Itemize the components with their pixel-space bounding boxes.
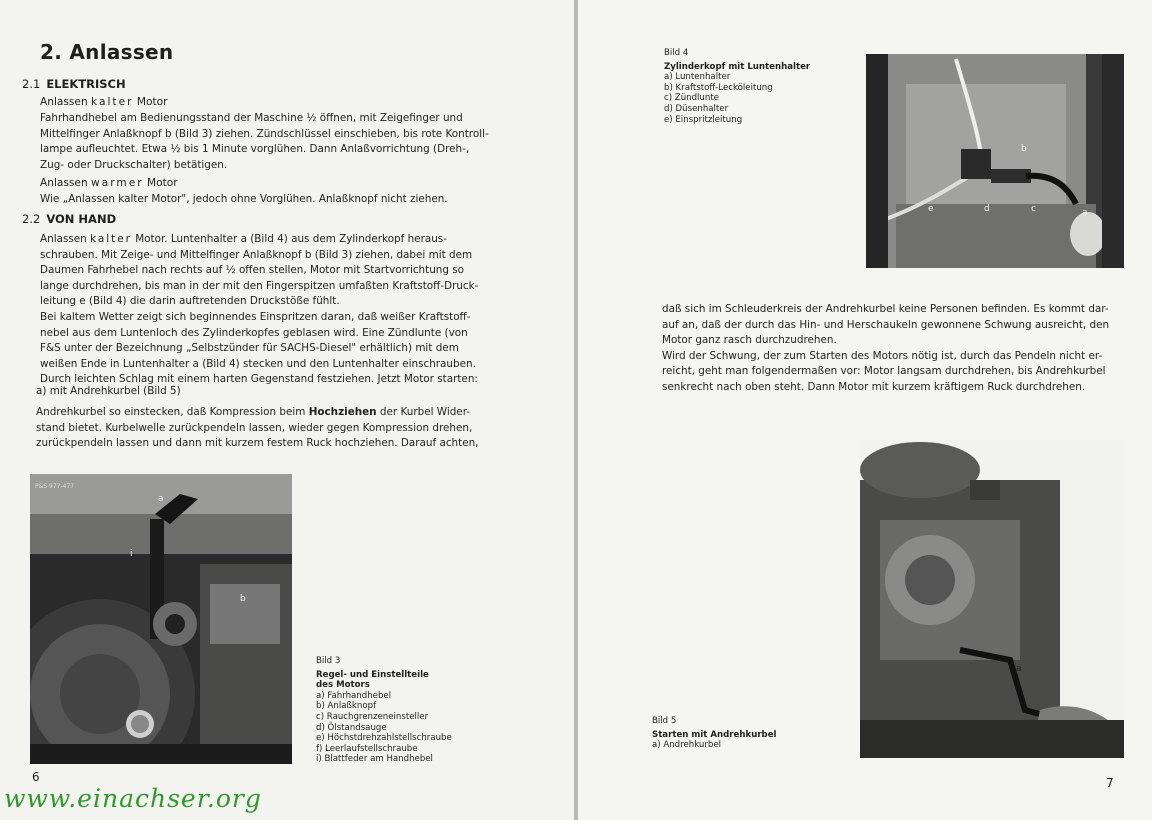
photo-label-i: i — [130, 549, 133, 559]
caption-item: c) Rauchgrenzeneinsteller — [316, 711, 429, 722]
photo-label-e: e — [928, 204, 934, 214]
caption-item: c) Zündlunte — [664, 93, 719, 104]
figure-label: Bild 3 — [316, 656, 341, 666]
caption-item: e) Einspritzleitung — [664, 114, 743, 125]
caption-bild-4 — [664, 48, 810, 125]
paragraph-andrehkurbel: Andrehkurbel so einstecken, daß Kompression beim Hochziehen der Kurbel Wider- stand bietet. Kurbelwelle zurückpendeln lassen, wieder gegen Kompression drehen, zurückpendeln lassen und dann mit kurzem festem Ruck hochziehen. Darauf achten, — [36, 406, 479, 450]
section-number: 2.2 — [22, 212, 41, 226]
photo-label-a: a — [1016, 664, 1022, 674]
chapter-title: 2. Anlassen — [40, 40, 174, 64]
svg-text:P&S 977-477: P&S 977-477 — [35, 483, 75, 490]
caption-item: a) Fahrhandhebel — [316, 690, 392, 701]
caption-item: d) Düsenhalter — [664, 103, 729, 114]
figure-label: Bild 4 — [664, 48, 689, 58]
caption-item: a) Luntenhalter — [664, 72, 731, 83]
figure-title-2: des Motors — [316, 680, 370, 691]
caption-item: i) Blattfeder am Handhebel — [316, 754, 433, 765]
paragraph-continuation: daß sich im Schleuderkreis der Andrehkurbel keine Personen befinden. Es kommt dar- auf an, daß der durch das Hin- und Herschaukeln gewonnene Schwung ausreicht, den Motor ganz rasch durchzudrehen. Wird der Schwung, der zum Starten des Motors nötig ist, durch das Pendeln nicht er- reicht, geht man folgendermaßen vor: Motor langsam durchdrehen, bis Andrehkurbel senkrecht nach oben steht. Dann Motor mit kurzem kräftigem Ruck durchdrehen. — [662, 303, 1110, 393]
paragraph-kalter-motor: Fahrhandhebel am Bedienungsstand der Maschine ½ öffnen, mit Zeigefinger und Mittelfinger Anlaßknopf b (Bild 3) ziehen. Zündschlüssel einschieben, bis rote Kontroll- lampe aufleuchtet. Etwa ½ bis 1 Minute vorglühen. Dann Anlaßvorrichtung (Dreh-, Zug- oder Druckschalter) betätigen. — [40, 112, 489, 171]
caption-bild-5 — [652, 716, 776, 751]
subheading-kalter-motor: Anlassen kalter Motor — [40, 96, 168, 108]
section-number: 2.1 — [22, 77, 41, 91]
photo-label-d: d — [984, 204, 990, 214]
caption-item: b) Anlaßknopf — [316, 701, 377, 712]
photo-label-b: b — [1021, 144, 1027, 154]
subheading-warmer-motor: Anlassen warmer Motor — [40, 177, 178, 189]
page-number-right: 7 — [1106, 776, 1114, 790]
photo-label-b: b — [240, 594, 246, 604]
section-title: ELEKTRISCH — [46, 77, 126, 91]
paragraph-warmer-motor: Wie „Anlassen kalter Motor", jedoch ohne Vorglühen. Anlaßknopf nicht ziehen. — [40, 193, 448, 205]
section-heading-elektrisch — [22, 77, 126, 91]
page-number-left: 6 — [32, 770, 40, 784]
section-heading-von-hand — [22, 212, 116, 226]
figure-title: Zylinderkopf mit Luntenhalter — [664, 61, 811, 72]
photo-label-a: a — [1082, 208, 1088, 218]
photo-bild-4-cylinder-head — [866, 54, 1124, 268]
photo-label-c: c — [1031, 204, 1036, 214]
figure-label: Bild 5 — [652, 716, 677, 726]
figure-title: Starten mit Andrehkurbel — [652, 729, 777, 740]
section-title: VON HAND — [46, 212, 117, 226]
right-page — [578, 0, 1152, 820]
left-page — [0, 0, 574, 820]
photo-bild-5-starting-crank — [860, 440, 1124, 758]
caption-bild-3 — [316, 656, 452, 765]
caption-item: f) Leerlaufstellschraube — [316, 743, 418, 754]
photo-bild-3-engine-controls — [30, 474, 292, 764]
figure-title: Regel- und Einstellteile — [316, 669, 429, 680]
paragraph-von-hand: Anlassen kalter Motor. Luntenhalter a (Bild 4) aus dem Zylinderkopf heraus- schrauben. Mit Zeige- und Mittelfinger Anlaßknopf b (Bild 3) ziehen, dabei mit dem Daumen Fahrhebel nach rechts auf ½ offen stellen, Motor mit Startvorrichtung so lange durchdrehen, bis man in der mit den Fingerspitzen umfaßten Kraftstoff-Druck- leitung e (Bild 4) die darin auftretenden Druckstöße fühlt. Bei kaltem Wetter zeigt sich beginnendes Einspritzen daran, daß weißer Kraftstoff- nebel aus dem Luntenloch des Zylinderkopfes geblasen wird. Eine Zündlunte (von F&S unter der Bezeichnung „Selbstzünder für SACHS-Diesel" erhältlich) mit dem weißen Ende in Luntenhalter a (Bild 4) stecken und den Luntenhalter einschrauben. Durch leichten Schlag mit einem harten Gegenstand festziehen. Jetzt Motor starten: — [40, 233, 479, 386]
caption-item: a) Andrehkurbel — [652, 740, 722, 751]
caption-item: d) Ölstandsauge — [316, 722, 387, 733]
caption-item: b) Kraftstoff-Lecköleitung — [664, 82, 773, 93]
caption-item: e) Höchstdrehzahlstellschraube — [316, 733, 452, 744]
photo-label-a: a — [158, 494, 164, 504]
list-item-andrehkurbel: a) mit Andrehkurbel (Bild 5) — [36, 385, 181, 397]
website-watermark: www.einachser.org — [4, 784, 262, 813]
